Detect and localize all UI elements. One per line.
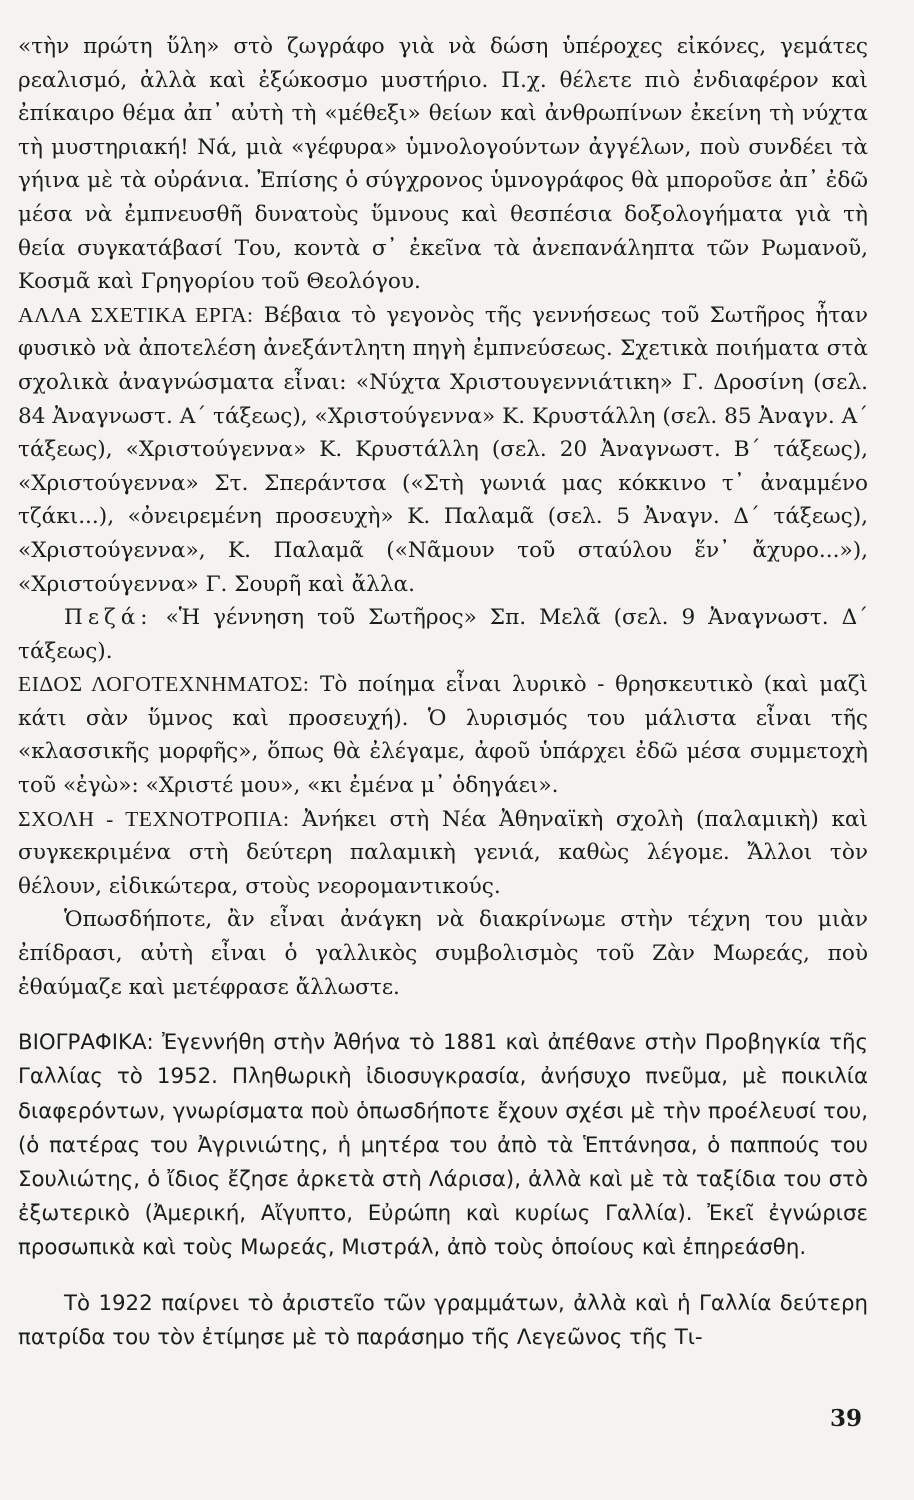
section-label-biography: ΒΙΟΓΡΑΦΙΚΑ: — [18, 1030, 154, 1056]
section-label-school: ΣΧΟΛΗ - ΤΕΧΝΟΤΡΟΠΙΑ: — [18, 806, 290, 831]
paragraph-school — [18, 803, 868, 904]
page-text — [18, 30, 868, 1377]
paragraph-biography-continued: Τὸ 1922 παίρνει τὸ ἀριστεῖο τῶν γραμμάτων, ἀλλὰ καὶ ἡ Γαλλία δεύτερη πατρίδα του τὸν ἐτίμησε μὲ τὸ παράσημο τῆς Λεγεῶνος τῆς Τι- — [18, 1290, 868, 1351]
genre-text: Τὸ ποίημα εἶναι λυρικὸ - θρησκευτικὸ (καὶ μαζὶ κάτι σὰν ὕμνος καὶ προσευχή). Ὁ λυρισμός του μάλιστα εἶναι τῆς «κλασσικῆς μορφῆς», ὅπως θὰ ἐλέγαμε, ἀφοῦ ὑπάρχει ἐδῶ μέσα συμμετοχὴ τοῦ «ἐγὼ»: «Χριστέ μου», «κι ἐμένα μ᾽ ὁδηγάει». — [18, 672, 868, 799]
page-number: 39 — [829, 1405, 862, 1432]
related-works-text: Βέβαια τὸ γεγονὸς τῆς γεννήσεως τοῦ Σωτῆρος ἦταν φυσικὸ νὰ ἀποτελέση ἀνεξάντλητη πηγὴ ἐμπνεύσεως. Σχετικὰ ποιήματα στὰ σχολικὰ ἀναγνώσματα εἶναι: «Νύχτα Χριστουγεννιάτικη» Γ. Δροσίνη (σελ. 84 Ἀναγνωστ. Α΄ τάξεως), «Χριστούγεννα» Κ. Κρυστάλλη (σελ. 85 Ἀναγν. Α΄ τάξεως), «Χριστούγεννα» Κ. Κρυστάλλη (σελ. 20 Ἀναγνωστ. Β΄ τάξεως), «Χριστούγεννα» Στ. Σπεράντσα («Στὴ γωνιά μας κόκκινο τ᾽ ἀναμμένο τζάκι...), «ὀνειρεμένη προσευχὴ» Κ. Παλαμᾶ (σελ. 5 Ἀναγν. Δ΄ τάξεως), «Χριστούγεννα», Κ. Παλαμᾶ («Νᾶμουν τοῦ σταύλου ἕν᾽ ἄχυρο...»), «Χριστούγεννα» Γ. Σουρῆ καὶ ἄλλα. — [18, 302, 868, 597]
paragraph-genre — [18, 668, 868, 802]
prose-text: «Ἡ γέννηση τοῦ Σωτῆρος» Σπ. Μελᾶ (σελ. 9 Ἀναγνωστ. Δ΄ τάξεως). — [18, 605, 869, 664]
school-text: Ἀνήκει στὴ Νέα Ἀθηναϊκὴ σχολὴ (παλαμικὴ) καὶ συγκεκριμένα στὴ δεύτερη παλαμικὴ γενιά, καθὼς λέγομε. Ἄλλοι τὸν θέλουν, εἰδικώτερα, στοὺς νεορομαντικούς. — [18, 806, 868, 899]
section-label-prose: Πεζά: — [64, 605, 153, 631]
paragraph-prose — [18, 601, 868, 668]
paragraph-related-works — [18, 299, 868, 601]
paragraph-intro: «τὴν πρώτη ὕλη» στὸ ζωγράφο γιὰ νὰ δώση ὑπέροχες εἰκόνες, γεμάτες ρεαλισμό, ἀλλὰ καὶ ἐξώκοσμο μυστήριο. Π.χ. θέλετε πιὸ ἐνδιαφέρον καὶ ἐπίκαιρο θέμα ἀπ᾽ αὐτὴ τὴ «μέθεξι» θείων καὶ ἀνθρωπίνων ἐκείνη τὴ νύχτα τὴ μυστηριακή! Νά, μιὰ «γέφυρα» ὑμνολογούντων ἀγγέλων, ποὺ συνδέει τὰ γήινα μὲ τὰ οὐράνια. Ἐπίσης ὁ σύγχρονος ὑμνογράφος θὰ μποροῦσε ἀπ᾽ ἐδῶ μέσα νὰ ἐμπνευσθῆ δυνατοὺς ὕμνους καὶ θεσπέσια δοξολογήματα γιὰ τὴ θεία συγκατάβασί Του, κοντὰ σ᾽ ἐκεῖνα τὰ ἀνεπανάληπτα τῶν Ρωμανοῦ, Κοσμᾶ καὶ Γρηγορίου τοῦ Θεολόγου. — [18, 34, 868, 295]
biography-text: Ἐγεννήθη στὴν Ἀθήνα τὸ 1881 καὶ ἀπέθανε στὴν Προβηγκία τῆς Γαλλίας τὸ 1952. Πληθωρικὴ ἰδιοσυγκρασία, ἀνήσυχο πνεῦμα, μὲ ποικιλία διαφερόντων, γνωρίσματα ποὺ ὁπωσδήποτε ἔχουν σχέσι μὲ τὴν προέλευσί του, (ὁ πατέρας του Ἀγρινιώτης, ἡ μητέρα του ἀπὸ τὰ Ἑπτάνησα, ὁ παππούς του Σουλιώτης, ὁ ἴδιος ἔζησε ἀρκετὰ στὴ Λάρισα), ἀλλὰ καὶ μὲ τὰ ταξίδια του στὸ ἐξωτερικὸ (Ἀμερική, Αἴγυπτο, Εὐρώπη καὶ κυρίως Γαλλία). Ἐκεῖ ἐγνώρισε προσωπικὰ καὶ τοὺς Μωρεάς, Μιστράλ, ἀπὸ τοὺς ὁποίους καὶ ἐπηρεάσθη. — [18, 1030, 868, 1261]
paragraph-biography — [18, 1026, 868, 1265]
section-label-related-works: ΑΛΛΑ ΣΧΕΤΙΚΑ ΕΡΓΑ: — [18, 302, 254, 327]
section-label-genre: ΕΙΔΟΣ ΛΟΓΟΤΕΧΝΗΜΑΤΟΣ: — [18, 672, 310, 697]
paragraph-influence: Ὁπωσδήποτε, ἂν εἶναι ἀνάγκη νὰ διακρίνωμε στὴν τέχνη του μιὰν ἐπίδρασι, αὐτὴ εἶναι ὁ γαλλικὸς συμβολισμὸς τοῦ Ζὰν Μωρεάς, ποὺ ἐθαύμαζε καὶ μετέφρασε ἄλλωστε. — [18, 907, 868, 1000]
